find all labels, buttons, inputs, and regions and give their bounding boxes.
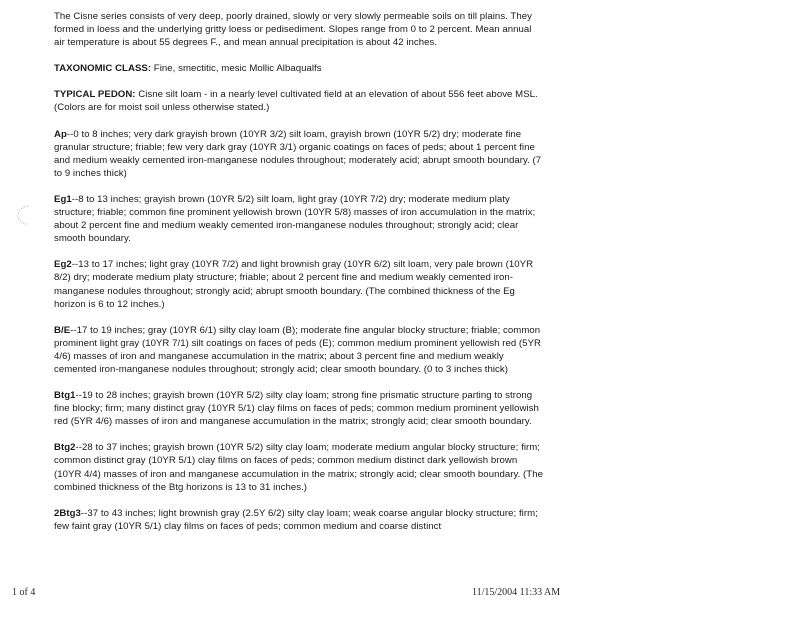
- punch-hole-mark: [14, 203, 36, 227]
- horizon-label: 2Btg3: [54, 507, 81, 519]
- horizon-eg2: Eg2--13 to 17 inches; light gray (10YR 7/2) and light brownish gray (10YR 6/2) silt loam, very pale brown (10YR 8/2) dry; moderate medium platy structure; friable; about 2 percent fine and medium weakly cemented iron-manganese nodules throughout; strongly acid; abrupt smooth boundary. (The combined thickness of the Eg horizon is 6 to 12 inches.): [54, 259, 534, 310]
- page-number: 1 of 4: [12, 587, 36, 598]
- horizon-label: Ap: [54, 128, 67, 140]
- typical-pedon-paragraph: TYPICAL PEDON: Cisne silt loam - in a nearly level cultivated field at an elevation of about 556 feet above MSL. (Colors are for moist soil unless otherwise stated.): [54, 89, 538, 114]
- horizon-label: Btg2: [54, 442, 76, 454]
- document-body: [54, 10, 544, 546]
- horizon-eg1: Eg1--8 to 13 inches; grayish brown (10YR 5/2) silt loam, light gray (10YR 7/2) dry; moderate medium platy structure; friable; common fine prominent yellowish brown (10YR 5/8) masses of iron accumulation in the matrix; about 2 percent fine and medium weakly cemented iron-manganese nodules throughout; strongly acid; clear smooth boundary.: [54, 193, 536, 245]
- typical-pedon-label: TYPICAL PEDON:: [54, 89, 136, 101]
- horizon-btg1: Btg1--19 to 28 inches; grayish brown (10YR 5/2) silty clay loam; strong fine prismatic structure parting to strong fine blocky; firm; many distinct gray (10YR 5/1) clay films on faces of peds; common medium prominent yellowish red (5YR 4/6) masses of iron and manganese accumulation in the matrix; strongly acid; clear smooth boundary.: [54, 390, 539, 428]
- horizon-2btg3: 2Btg3--37 to 43 inches; light brownish gray (2.5Y 6/2) silty clay loam; weak coarse angular blocky structure; firm; few faint gray (10YR 5/1) clay films on faces of peds; common medium and coarse distinct: [54, 507, 538, 532]
- horizon-be: B/E--17 to 19 inches; gray (10YR 6/1) silty clay loam (B); moderate fine angular blocky structure; friable; common prominent light gray (10YR 7/1) silt coatings on faces of peds (E); common medium prominent yellowish red (5YR 4/6) masses of iron and manganese accumulation in the matrix; about 3 percent fine and medium weakly cemented iron-manganese nodules throughout; strongly acid; clear smooth boundary. (0 to 3 inches thick): [54, 324, 541, 375]
- horizon-label: Eg2: [54, 259, 72, 271]
- horizon-ap: Ap--0 to 8 inches; very dark grayish brown (10YR 3/2) silt loam, grayish brown (10YR 5/2) dry; moderate fine granular structure; friable; few very dark gray (10YR 3/1) organic coatings on faces of peds; about 1 percent fine and medium weakly cemented iron-manganese nodules throughout; moderately acid; abrupt smooth boundary. (7 to 9 inches thick): [54, 128, 542, 179]
- intro-paragraph: The Cisne series consists of very deep, poorly drained, slowly or very slowly permeable soils on till plains. They formed in loess and the underlying gritty loess or pedisediment. Slopes range from 0 to 2 percent. Mean annual air temperature is about 55 degrees F., and mean annual precipitation is about 42 inches.: [54, 11, 532, 49]
- horizon-btg2: Btg2--28 to 37 inches; grayish brown (10YR 5/2) silty clay loam; moderate medium angular blocky structure; firm; common distinct gray (10YR 5/1) clay films on faces of peds; common medium distinct dark yellowish brown (10YR 4/4) masses of iron and manganese accumulation in the matrix; strongly acid; clear smooth boundary. (The combined thickness of the Btg horizons is 13 to 31 inches.): [54, 442, 543, 493]
- taxonomic-class-paragraph: TAXONOMIC CLASS: Fine, smectitic, mesic Mollic Albaqualfs: [54, 63, 322, 75]
- horizon-label: Btg1: [54, 390, 76, 402]
- taxonomic-class-label: TAXONOMIC CLASS:: [54, 63, 152, 75]
- horizon-label: B/E: [54, 324, 71, 336]
- horizon-label: Eg1: [54, 193, 72, 205]
- print-timestamp: 11/15/2004 11:33 AM: [472, 587, 561, 598]
